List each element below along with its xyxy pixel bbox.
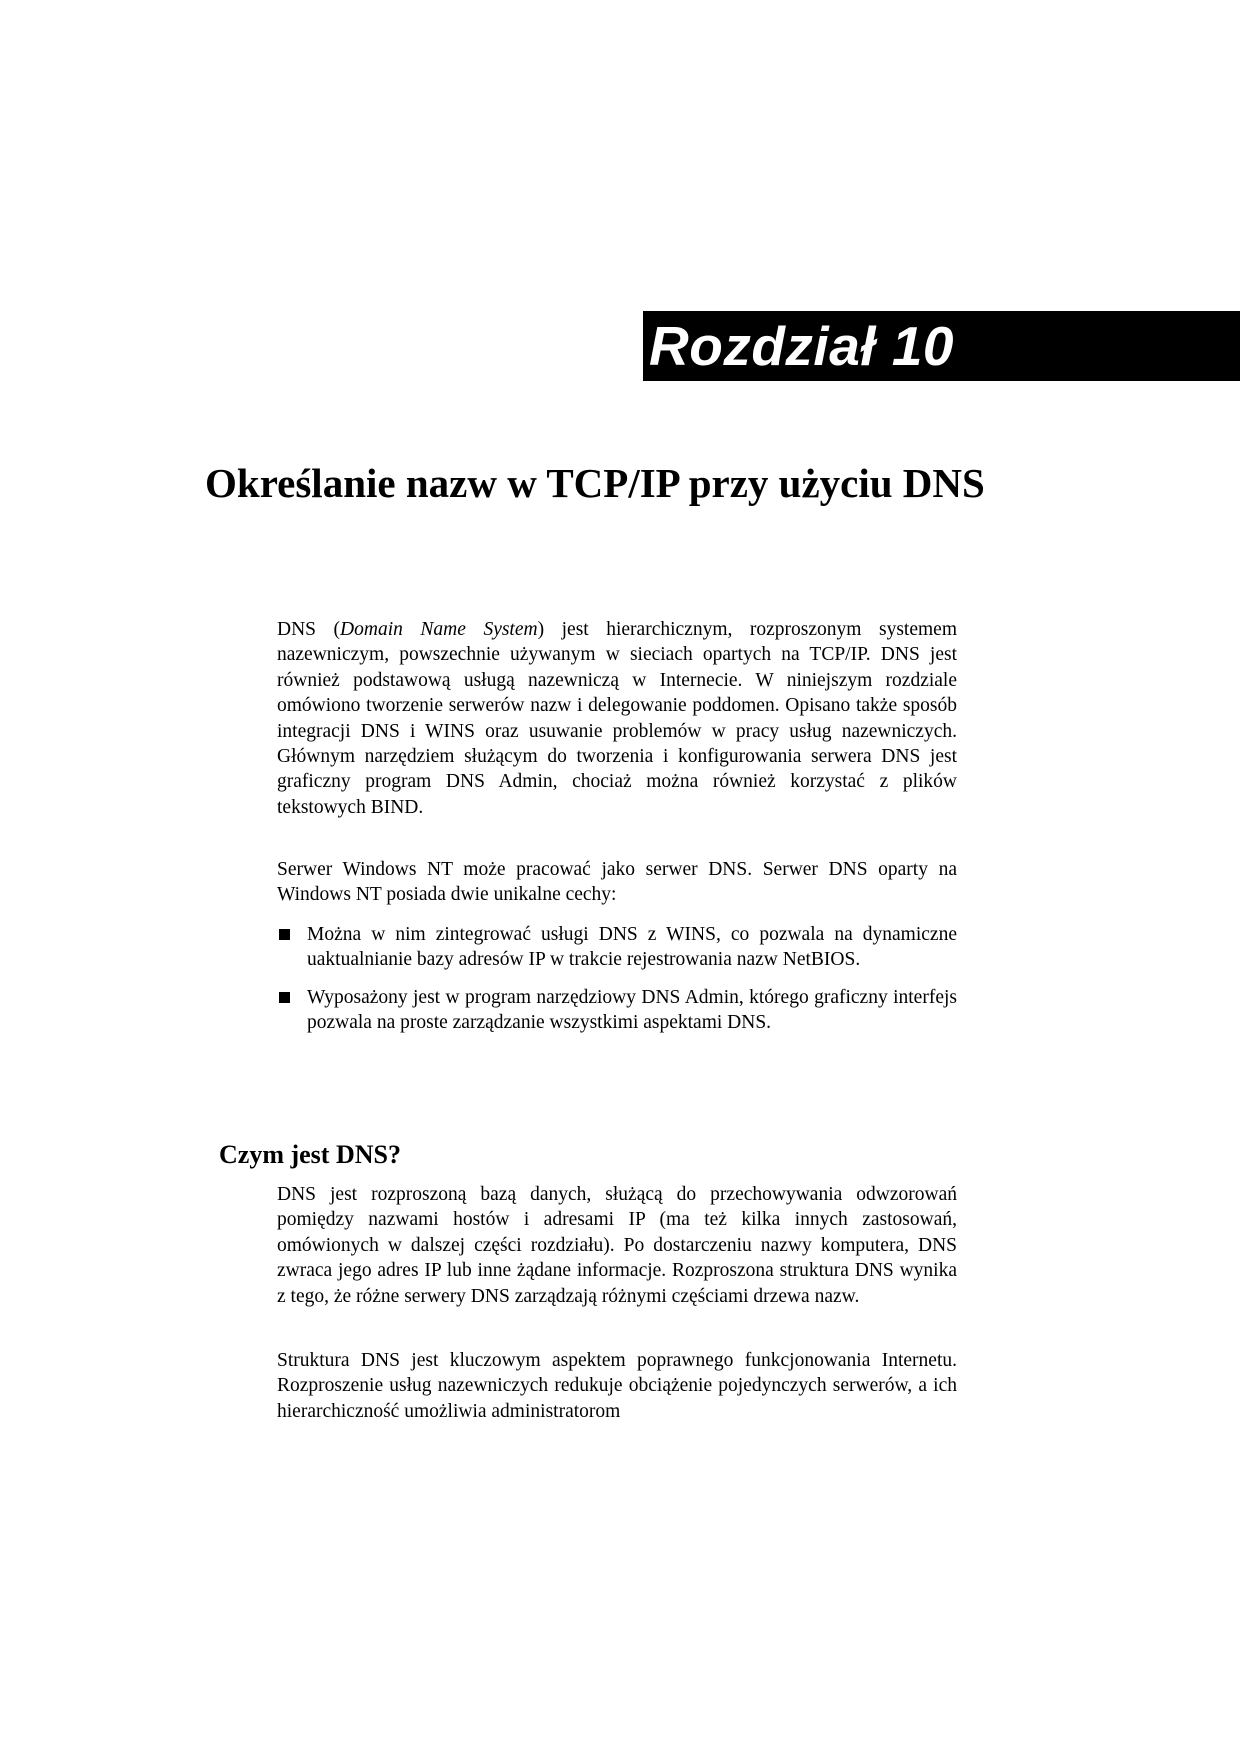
intro-paragraph-1	[277, 617, 957, 820]
chapter-label: Rozdział 10	[649, 315, 955, 377]
square-bullet-icon	[279, 929, 290, 940]
list-item-text: Wyposażony jest w program narzędziowy DNS Admin, którego graficzny interfejs pozwala na proste zarządzanie wszystkimi aspektami DNS.	[307, 986, 957, 1034]
intro-p1-start: DNS (	[277, 619, 341, 640]
section-paragraph-1: DNS jest rozproszoną bazą danych, służącą do przechowywania odwzorowań pomiędzy nazwami hostów i adresami IP (ma też kilka innych zastosowań, omówionych w dalszej części rozdziału). Po dostarczeniu nazwy komputera, DNS zwraca jego adres IP lub inne żądane informacje. Rozproszona struktura DNS wynika z tego, że różne serwery DNS zarządzają różnymi częściami drzewa nazw.	[277, 1184, 957, 1307]
list-item	[277, 922, 957, 973]
square-bullet-icon	[279, 992, 290, 1003]
feature-list	[277, 922, 957, 1036]
section-heading: Czym jest DNS?	[219, 1140, 401, 1169]
intro-p1-italic-term: Domain Name System	[340, 619, 538, 640]
section-paragraph-2: Struktura DNS jest kluczowym aspektem poprawnego funkcjonowania Internetu. Rozproszenie usług nazewniczych redukuje obciążenie pojedynczych serwerów, a ich hierarchiczność umożliwia administratorom	[277, 1350, 957, 1422]
intro-paragraph-2: Serwer Windows NT może pracować jako serwer DNS. Serwer DNS oparty na Windows NT posiada dwie unikalne cechy:	[277, 859, 957, 906]
list-item	[277, 985, 957, 1036]
chapter-title: Określanie nazw w TCP/IP przy użyciu DNS	[205, 460, 985, 506]
intro-p1-rest: ) jest hierarchicznym, rozproszonym systemem nazewniczym, powszechnie używanym w sieciach opartych na TCP/IP. DNS jest również podstawową usługą nazewniczą w Internecie. W niniejszym rozdziale omówiono tworzenie serwerów nazw i delegowanie poddomen. Opisano także sposób integracji DNS i WINS oraz usuwanie problemów w pracy usług nazewniczych. Głównym narzędziem służącym do tworzenia i konfigurowania serwera DNS jest graficzny program DNS Admin, chociaż można również korzystać z plików tekstowych BIND.	[277, 619, 957, 818]
list-item-text: Można w nim zintegrować usługi DNS z WINS, co pozwala na dynamiczne uaktualnianie bazy adresów IP w trakcie rejestrowania nazw NetBIOS.	[307, 924, 957, 971]
chapter-banner	[643, 311, 1240, 381]
